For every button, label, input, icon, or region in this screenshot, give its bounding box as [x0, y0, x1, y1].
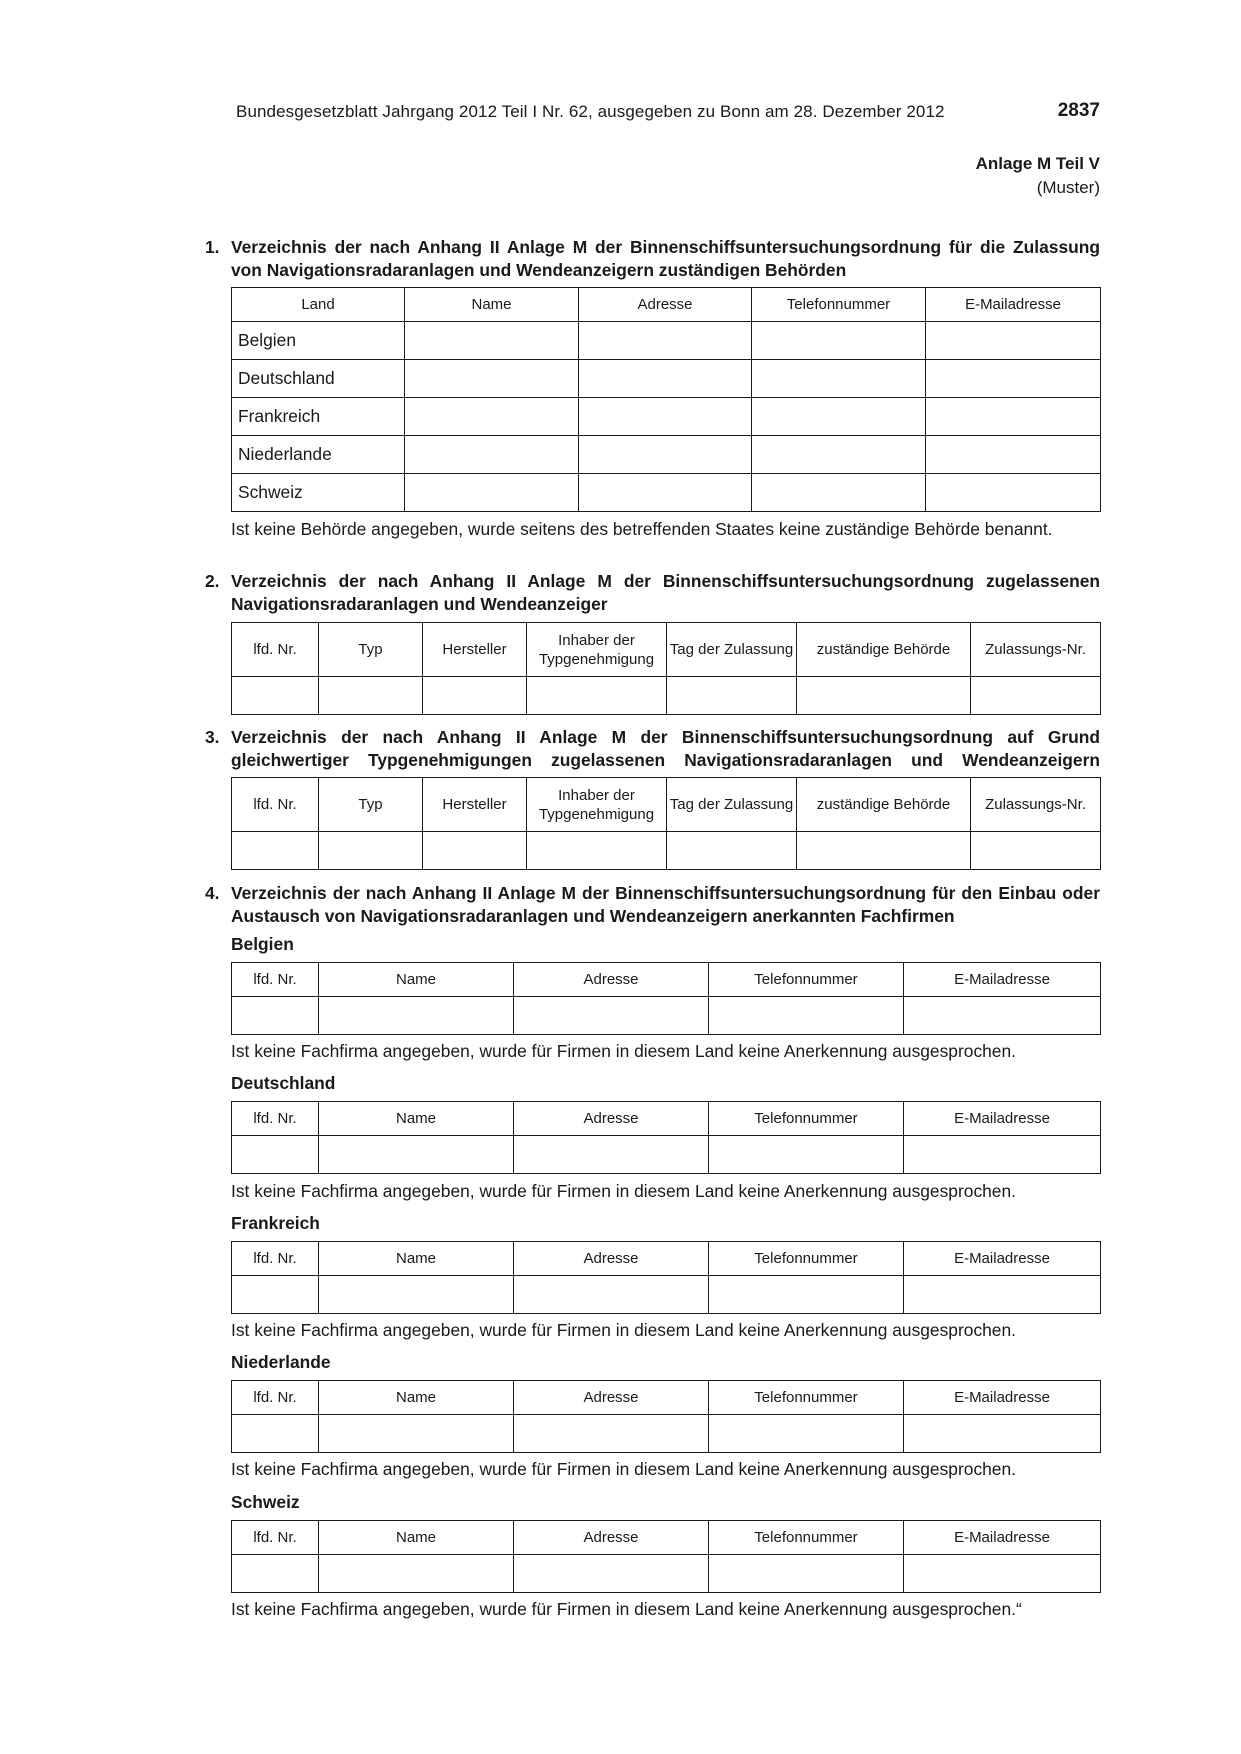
country-heading: Niederlande [231, 1352, 331, 1372]
empty-cell [423, 677, 527, 715]
column-header: Inhaber der Typgenehmigung [527, 778, 667, 832]
companies-table [231, 962, 1101, 1035]
column-header: Adresse [514, 1102, 709, 1136]
table-header-row [232, 1521, 1101, 1555]
page-number: 2837 [1057, 100, 1100, 121]
empty-cell [405, 474, 579, 512]
empty-cell [926, 360, 1101, 398]
empty-cell [752, 436, 926, 474]
companies-table [231, 1520, 1101, 1593]
country-heading: Schweiz [231, 1492, 300, 1512]
column-header: Typ [319, 623, 423, 677]
empty-cell [232, 997, 319, 1035]
table-row [232, 1415, 1101, 1453]
empty-cell [514, 1276, 709, 1314]
empty-cell [514, 1555, 709, 1593]
section-title: Verzeichnis der nach Anhang II Anlage M der Binnenschiffsuntersuchungsordnung für den Einbau oder Austausch von Navigationsradaranlagen und Wendeanzeigern anerkannten Fachfirmen [231, 883, 1100, 926]
column-header: Name [319, 963, 514, 997]
section-number: 1. [205, 237, 220, 257]
empty-cell [514, 1415, 709, 1453]
empty-cell [405, 436, 579, 474]
running-header [236, 100, 1100, 126]
table-row [232, 474, 1101, 512]
annex-title: Anlage M Teil V [975, 154, 1100, 173]
column-header: E-Mailadresse [904, 1242, 1101, 1276]
country-note: Ist keine Fachfirma angegeben, wurde für Firmen in diesem Land keine Anerkennung ausgesprochen. [231, 1320, 1016, 1340]
empty-cell [797, 832, 971, 870]
empty-cell [752, 322, 926, 360]
section-3-heading [205, 726, 1100, 772]
column-header: lfd. Nr. [232, 963, 319, 997]
empty-cell [752, 474, 926, 512]
empty-cell [579, 360, 752, 398]
empty-cell [904, 997, 1101, 1035]
country-cell: Deutschland [232, 360, 405, 398]
empty-cell [752, 360, 926, 398]
table-row [232, 997, 1101, 1035]
section-title: Verzeichnis der nach Anhang II Anlage M der Binnenschiffsuntersuchungsordnung auf Grund gleichwertiger Typgenehmigungen zugelassenen Navigationsradaranlagen und Wendeanzeigern [231, 727, 1100, 770]
empty-cell [319, 997, 514, 1035]
empty-cell [319, 677, 423, 715]
section-number: 4. [205, 883, 220, 903]
country-note: Ist keine Fachfirma angegeben, wurde für Firmen in diesem Land keine Anerkennung ausgesprochen. [231, 1459, 1016, 1479]
section-number: 2. [205, 571, 220, 591]
column-header: Name [319, 1521, 514, 1555]
table-row [232, 1276, 1101, 1314]
section-2-heading [205, 570, 1100, 616]
column-header: E-Mailadresse [904, 963, 1101, 997]
empty-cell [405, 398, 579, 436]
empty-cell [904, 1555, 1101, 1593]
column-header: lfd. Nr. [232, 623, 319, 677]
empty-cell [232, 1555, 319, 1593]
section-number: 3. [205, 727, 220, 747]
country-heading: Belgien [231, 934, 294, 954]
empty-cell [971, 677, 1101, 715]
header-text: Bundesgesetzblatt Jahrgang 2012 Teil I Nr. 62, ausgegeben zu Bonn am 28. Dezember 2012 [236, 102, 945, 121]
companies-table [231, 1101, 1101, 1174]
annex-subtitle: (Muster) [1036, 178, 1100, 197]
empty-cell [514, 1136, 709, 1174]
column-header: E-Mailadresse [904, 1521, 1101, 1555]
empty-cell [579, 398, 752, 436]
empty-cell [405, 360, 579, 398]
empty-cell [709, 1136, 904, 1174]
column-header: Tag der Zulassung [667, 778, 797, 832]
empty-cell [405, 322, 579, 360]
table-row [232, 1555, 1101, 1593]
companies-table [231, 1241, 1101, 1314]
section-1-heading [205, 236, 1100, 282]
column-header: Telefonnummer [709, 1381, 904, 1415]
country-cell: Niederlande [232, 436, 405, 474]
empty-cell [319, 1415, 514, 1453]
column-header: lfd. Nr. [232, 1102, 319, 1136]
empty-cell [579, 322, 752, 360]
empty-cell [904, 1136, 1101, 1174]
empty-cell [971, 832, 1101, 870]
country-heading: Deutschland [231, 1073, 336, 1093]
column-header: Tag der Zulassung [667, 623, 797, 677]
empty-cell [319, 1276, 514, 1314]
country-note: Ist keine Fachfirma angegeben, wurde für Firmen in diesem Land keine Anerkennung ausgesprochen. [231, 1041, 1016, 1061]
annex-label [976, 152, 1100, 200]
empty-cell [752, 398, 926, 436]
column-header: Adresse [514, 1521, 709, 1555]
empty-cell [904, 1415, 1101, 1453]
column-header: Zulassungs-Nr. [971, 778, 1101, 832]
table-row [232, 360, 1101, 398]
country-note: Ist keine Fachfirma angegeben, wurde für Firmen in diesem Land keine Anerkennung ausgesprochen. [231, 1181, 1016, 1201]
section-4-heading [205, 882, 1100, 928]
country-heading: Frankreich [231, 1213, 320, 1233]
section-1-note: Ist keine Behörde angegeben, wurde seitens des betreffenden Staates keine zuständige Behörde benannt. [231, 519, 1053, 539]
empty-cell [926, 398, 1101, 436]
section-title: Verzeichnis der nach Anhang II Anlage M der Binnenschiffsuntersuchungsordnung zugelassenen Navigationsradaranlagen und Wendeanzeiger [231, 571, 1100, 614]
empty-cell [579, 474, 752, 512]
column-header: Land [232, 288, 405, 322]
table-row [232, 1136, 1101, 1174]
column-header: Name [405, 288, 579, 322]
column-header: lfd. Nr. [232, 1242, 319, 1276]
empty-cell [527, 832, 667, 870]
country-cell: Frankreich [232, 398, 405, 436]
empty-cell [667, 677, 797, 715]
column-header: Adresse [579, 288, 752, 322]
empty-cell [232, 1276, 319, 1314]
country-note: Ist keine Fachfirma angegeben, wurde für Firmen in diesem Land keine Anerkennung ausgesprochen.“ [231, 1599, 1022, 1619]
table-row [232, 832, 1101, 870]
empty-cell [423, 832, 527, 870]
column-header: E-Mailadresse [904, 1102, 1101, 1136]
column-header: Name [319, 1102, 514, 1136]
table-header-row [232, 1381, 1101, 1415]
empty-cell [667, 832, 797, 870]
column-header: Adresse [514, 1381, 709, 1415]
authorities-table [231, 287, 1101, 512]
column-header: zuständige Behörde [797, 623, 971, 677]
empty-cell [232, 1415, 319, 1453]
empty-cell [232, 677, 319, 715]
table-header-row [232, 778, 1101, 832]
table-header-row [232, 1242, 1101, 1276]
empty-cell [926, 474, 1101, 512]
empty-cell [579, 436, 752, 474]
empty-cell [319, 832, 423, 870]
section-title: Verzeichnis der nach Anhang II Anlage M der Binnenschiffsuntersuchungsordnung für die Zulassung von Navigationsradaranlagen und Wendeanzeigern zuständigen Behörden [231, 237, 1100, 280]
table-header-row [232, 623, 1101, 677]
empty-cell [514, 997, 709, 1035]
table-row [232, 398, 1101, 436]
country-cell: Belgien [232, 322, 405, 360]
companies-table [231, 1380, 1101, 1453]
column-header: Adresse [514, 963, 709, 997]
empty-cell [904, 1276, 1101, 1314]
table-row [232, 677, 1101, 715]
empty-cell [926, 436, 1101, 474]
column-header: lfd. Nr. [232, 1381, 319, 1415]
empty-cell [319, 1136, 514, 1174]
table-row [232, 436, 1101, 474]
column-header: Hersteller [423, 778, 527, 832]
country-cell: Schweiz [232, 474, 405, 512]
empty-cell [232, 1136, 319, 1174]
column-header: lfd. Nr. [232, 1521, 319, 1555]
column-header: E-Mailadresse [904, 1381, 1101, 1415]
empty-cell [232, 832, 319, 870]
empty-cell [527, 677, 667, 715]
column-header: lfd. Nr. [232, 778, 319, 832]
table-header-row [232, 1102, 1101, 1136]
empty-cell [709, 1555, 904, 1593]
empty-cell [709, 997, 904, 1035]
column-header: Inhaber der Typgenehmigung [527, 623, 667, 677]
table-header-row [232, 288, 1101, 322]
column-header: Zulassungs-Nr. [971, 623, 1101, 677]
empty-cell [926, 322, 1101, 360]
column-header: E-Mailadresse [926, 288, 1101, 322]
column-header: Name [319, 1381, 514, 1415]
column-header: Hersteller [423, 623, 527, 677]
empty-cell [709, 1415, 904, 1453]
column-header: Telefonnummer [752, 288, 926, 322]
empty-cell [797, 677, 971, 715]
approved-devices-table [231, 622, 1101, 715]
column-header: Telefonnummer [709, 963, 904, 997]
empty-cell [709, 1276, 904, 1314]
table-row [232, 322, 1101, 360]
equivalent-approvals-table [231, 777, 1101, 870]
column-header: Adresse [514, 1242, 709, 1276]
column-header: Telefonnummer [709, 1102, 904, 1136]
column-header: Typ [319, 778, 423, 832]
column-header: Name [319, 1242, 514, 1276]
column-header: Telefonnummer [709, 1521, 904, 1555]
table-header-row [232, 963, 1101, 997]
column-header: zuständige Behörde [797, 778, 971, 832]
column-header: Telefonnummer [709, 1242, 904, 1276]
empty-cell [319, 1555, 514, 1593]
